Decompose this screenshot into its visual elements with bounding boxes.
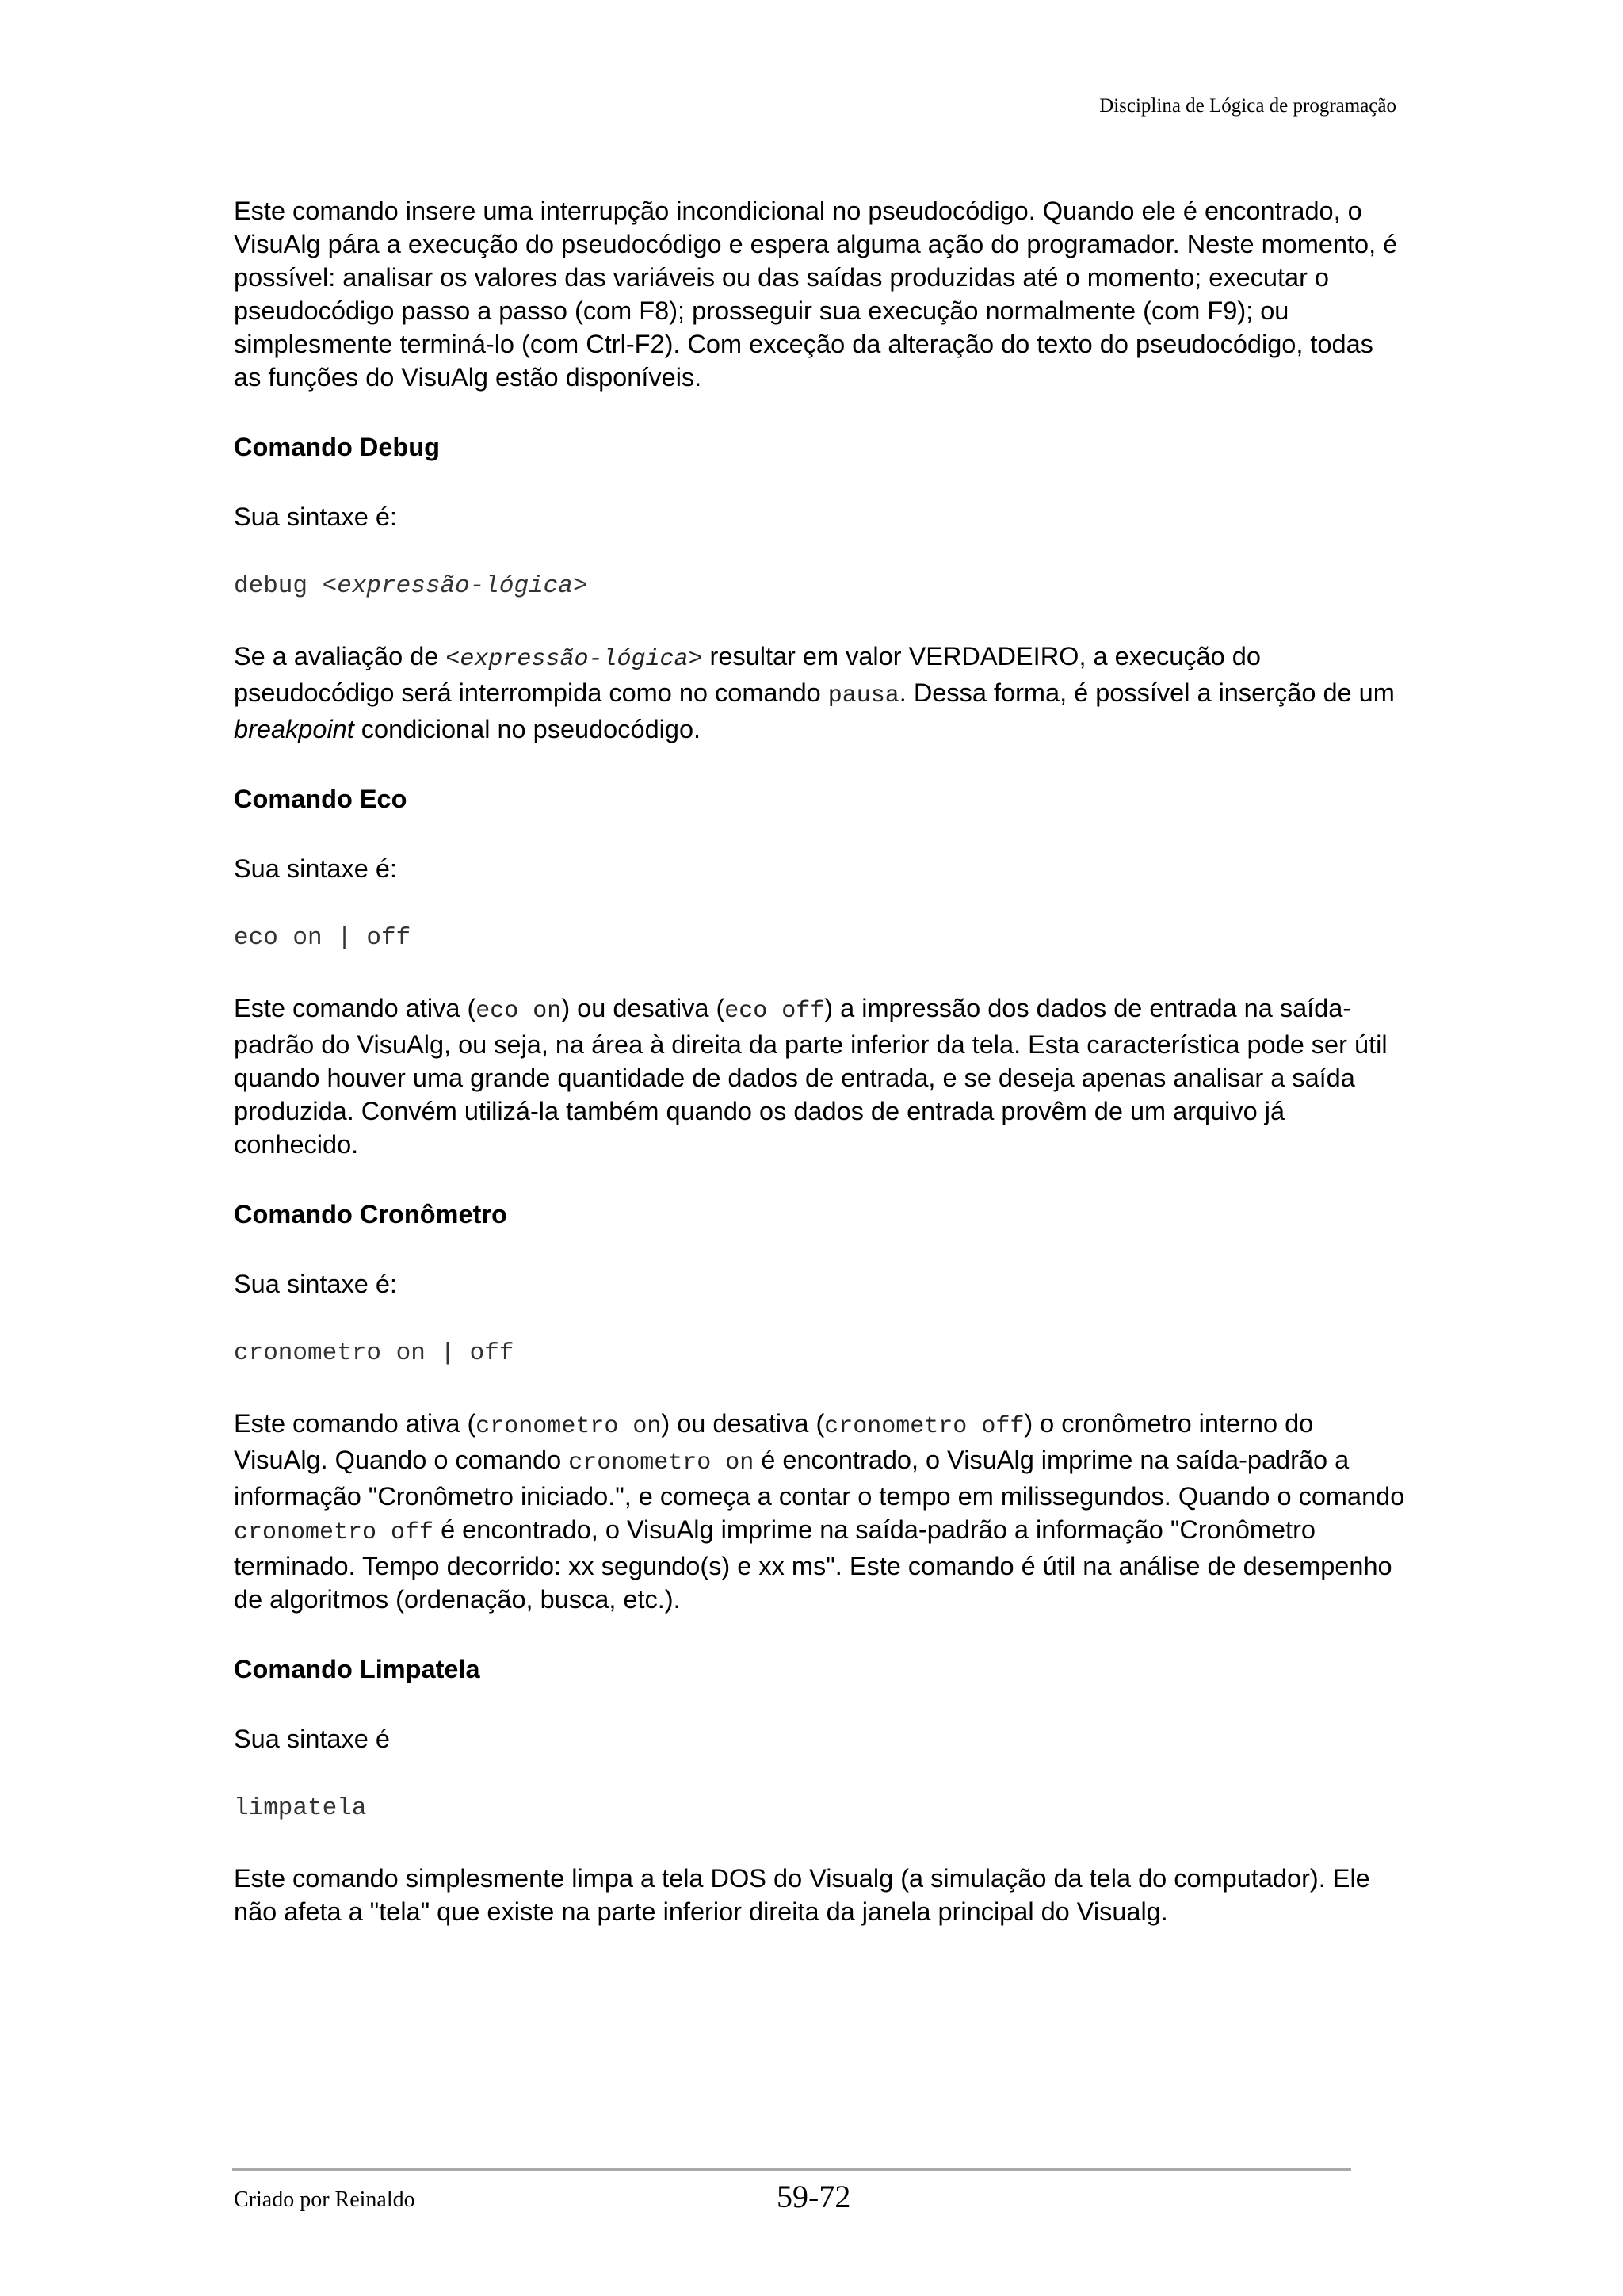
eco-text-c: ) a impressão dos dados de entrada na saída-padrão do VisuAlg, ou seja, na área à direita da parte inferior da tela. Esta característica pode ser útil quando houver uma grande quantidade de dados de entrada, e se deseja apenas analisar a saída produzida. Convém utilizá-la também quando os dados de entrada provêm de um arquivo já conhecido. <box>234 994 1388 1159</box>
limpatela-heading: Comando Limpatela <box>234 1655 480 1683</box>
debug-code <box>234 570 1407 603</box>
page-content <box>234 194 1407 1965</box>
cronometro-syntax-label: Sua sintaxe é: <box>234 1270 397 1298</box>
eco-text-b: ) ou desativa ( <box>561 994 725 1022</box>
intro-paragraph: Este comando insere uma interrupção incondicional no pseudocódigo. Quando ele é encontrado, o VisuAlg pára a execução do pseudocódigo e espera alguma ação do programador. Neste momento, é possível: analisar os valores das variáveis ou das saídas produzidas até o momento; executar o pseudocódigo passo a passo (com F8); prosseguir sua execução normalmente (com F9); ou simplesmente terminá-lo (com Ctrl-F2). Com exceção da alteração do texto do pseudocódigo, todas as funções do VisuAlg estão disponíveis. <box>234 197 1398 392</box>
debug-text-c: . Dessa forma, é possível a inserção de um <box>899 678 1395 707</box>
debug-heading: Comando Debug <box>234 433 440 461</box>
eco-heading: Comando Eco <box>234 785 407 813</box>
limpatela-paragraph: Este comando simplesmente limpa a tela DOS do Visualg (a simulação da tela do computador). Ele não afeta a "tela" que existe na parte inferior direita da janela principal do Visualg. <box>234 1864 1370 1926</box>
debug-text-a: Se a avaliação de <box>234 642 446 670</box>
eco-inline-off: eco off <box>724 998 825 1025</box>
limpatela-code: limpatela <box>234 1794 367 1822</box>
debug-code-cmd: debug <box>234 572 323 600</box>
cron-text-d: é encontrado, o VisuAlg imprime na saída-padrão a informação "Cronômetro iniciado.", e começa a contar o tempo em milissegundos. Quando o comando <box>234 1446 1405 1511</box>
cron-text-a: Este comando ativa ( <box>234 1409 476 1438</box>
debug-text-d: condicional no pseudocódigo. <box>353 715 701 743</box>
eco-code: eco on | off <box>234 924 411 952</box>
cronometro-paragraph <box>234 1407 1407 1616</box>
cronometro-heading: Comando Cronômetro <box>234 1200 507 1228</box>
eco-paragraph <box>234 991 1407 1161</box>
cron-inline-on: cronometro on <box>475 1413 662 1440</box>
eco-syntax-label: Sua sintaxe é: <box>234 854 397 883</box>
debug-text-b: resultar em valor VERDADEIRO, a execução do pseudocódigo será interrompida como no comando <box>234 642 1261 707</box>
cron-text-e: é encontrado, o VisuAlg imprime na saída-padrão a informação "Cronômetro terminado. Tempo decorrido: xx segundo(s) e xx ms". Este comando é útil na análise de desempenho de algoritmos (ordenação, busca, etc.). <box>234 1515 1392 1614</box>
cron-inline-off: cronometro off <box>824 1413 1025 1440</box>
debug-paragraph <box>234 640 1407 746</box>
debug-syntax-label: Sua sintaxe é: <box>234 502 397 531</box>
cron-inline-on-2: cronometro on <box>568 1450 754 1477</box>
page-number: 59-72 <box>777 2179 851 2214</box>
page-header: Disciplina de Lógica de programação <box>1099 95 1396 117</box>
cronometro-code: cronometro on | off <box>234 1339 514 1367</box>
debug-inline-pausa: pausa <box>827 682 899 709</box>
debug-inline-arg: <expressão-lógica> <box>445 646 703 673</box>
eco-inline-on: eco on <box>475 998 562 1025</box>
limpatela-syntax-label: Sua sintaxe é <box>234 1725 390 1753</box>
cron-text-c: ) o cronômetro interno do VisuAlg. Quando o comando <box>234 1409 1314 1474</box>
cron-inline-off-2: cronometro off <box>234 1519 434 1546</box>
eco-text-a: Este comando ativa ( <box>234 994 476 1022</box>
cron-text-b: ) ou desativa ( <box>661 1409 825 1438</box>
debug-breakpoint-term: breakpoint <box>234 715 354 743</box>
debug-code-arg: <expressão-lógica> <box>322 572 588 600</box>
footer-divider <box>232 2168 1351 2171</box>
footer-author: Criado por Reinaldo <box>234 2187 415 2212</box>
